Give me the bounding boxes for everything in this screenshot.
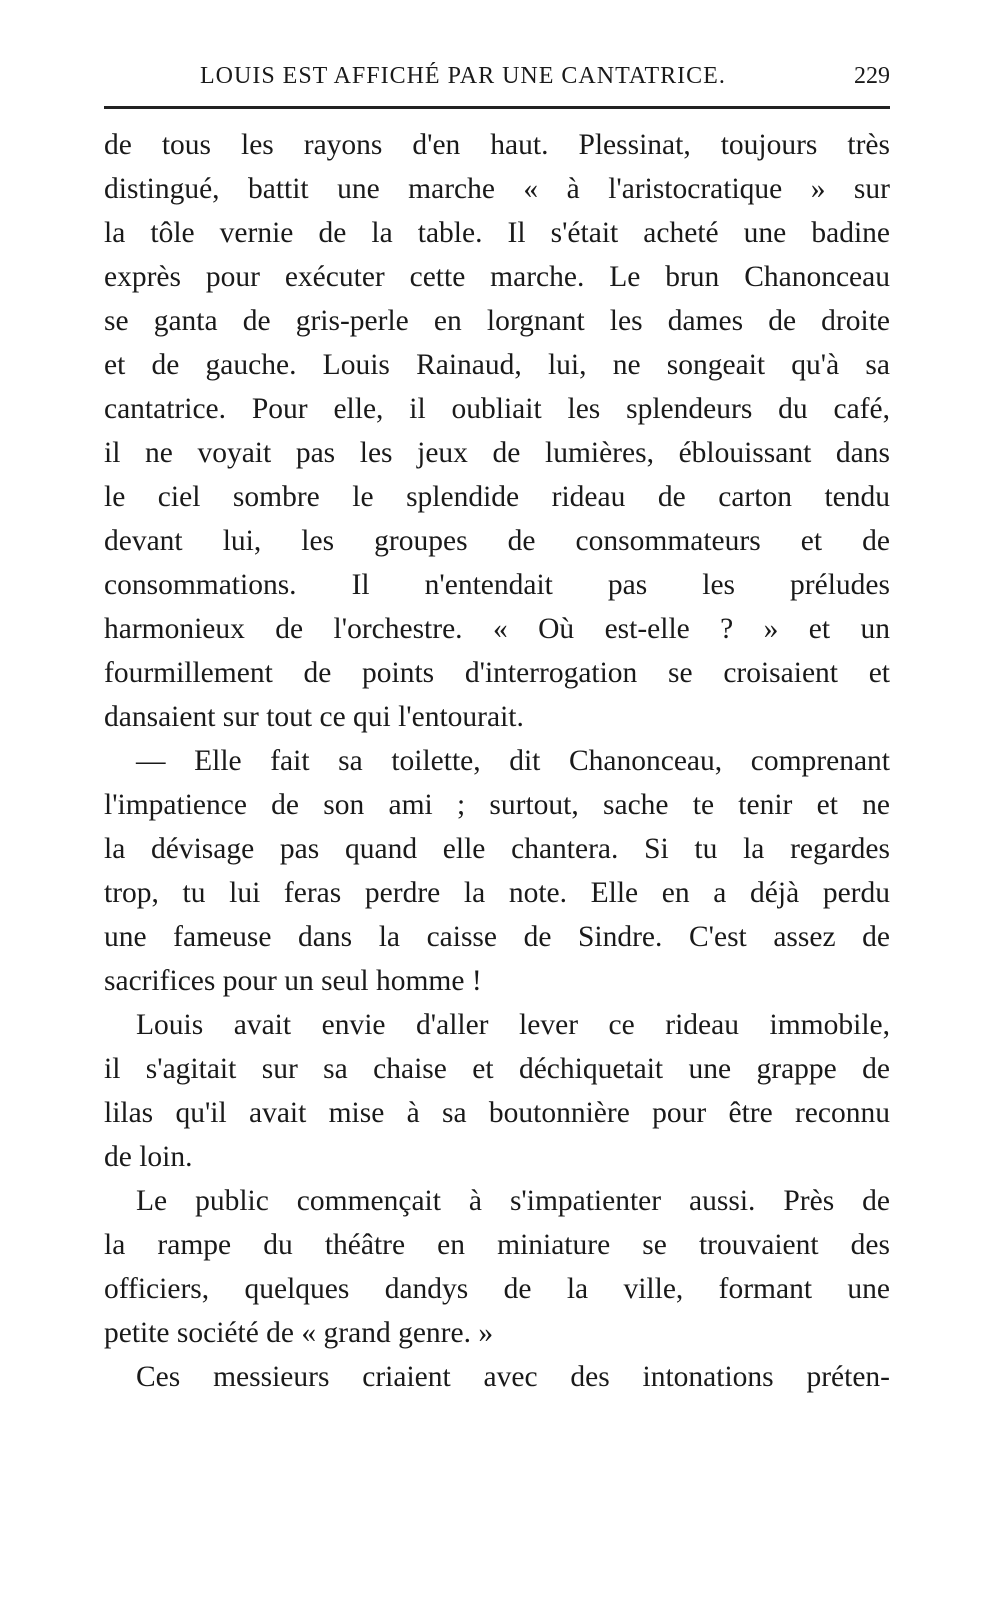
text-line: fourmillement de points d'interrogation se croisaient et [104, 657, 890, 689]
running-head [104, 58, 890, 94]
header-rule [104, 106, 890, 109]
text-line: lilas qu'il avait mise à sa boutonnière pour être reconnu [104, 1097, 890, 1129]
text-line: de loin. [104, 1141, 193, 1173]
paragraph [104, 123, 890, 739]
paragraph [104, 1355, 890, 1399]
text-line: il s'agitait sur sa chaise et déchiquetait une grappe de [104, 1053, 890, 1085]
text-line: — Elle fait sa toilette, dit Chanonceau, comprenant [136, 745, 890, 777]
paragraph [104, 1003, 890, 1179]
text-line: de tous les rayons d'en haut. Plessinat, toujours très [104, 129, 890, 161]
text-line: petite société de « grand genre. » [104, 1317, 494, 1349]
paragraph [104, 739, 890, 1003]
text-line: sacrifices pour un seul homme ! [104, 965, 482, 997]
text-line: distingué, battit une marche « à l'aristocratique » sur [104, 173, 890, 205]
text-line: l'impatience de son ami ; surtout, sache te tenir et ne [104, 789, 890, 821]
body-text [104, 123, 890, 1399]
text-line: devant lui, les groupes de consommateurs et de [104, 525, 890, 557]
text-line: cantatrice. Pour elle, il oubliait les splendeurs du café, [104, 393, 890, 425]
text-line: le ciel sombre le splendide rideau de carton tendu [104, 481, 890, 513]
text-line: il ne voyait pas les jeux de lumières, éblouissant dans [104, 437, 890, 469]
text-line: consommations. Il n'entendait pas les préludes [104, 569, 890, 601]
book-page [104, 58, 890, 1399]
text-line: harmonieux de l'orchestre. « Où est-elle ? » et un [104, 613, 890, 645]
text-line: dansaient sur tout ce qui l'entourait. [104, 701, 524, 733]
text-line: officiers, quelques dandys de la ville, formant une [104, 1273, 890, 1305]
text-line: Louis avait envie d'aller lever ce rideau immobile, [136, 1009, 890, 1041]
text-line: une fameuse dans la caisse de Sindre. C'est assez de [104, 921, 890, 953]
text-line: trop, tu lui feras perdre la note. Elle en a déjà perdu [104, 877, 890, 909]
text-line: exprès pour exécuter cette marche. Le brun Chanonceau [104, 261, 890, 293]
text-line: se ganta de gris-perle en lorgnant les dames de droite [104, 305, 890, 337]
text-line: la tôle vernie de la table. Il s'était acheté une badine [104, 217, 890, 249]
text-line: la dévisage pas quand elle chantera. Si tu la regardes [104, 833, 890, 865]
page-number: 229 [854, 63, 890, 89]
text-line: Le public commençait à s'impatienter aussi. Près de [136, 1185, 890, 1217]
text-line: la rampe du théâtre en miniature se trouvaient des [104, 1229, 890, 1261]
paragraph [104, 1179, 890, 1355]
text-line: et de gauche. Louis Rainaud, lui, ne songeait qu'à sa [104, 349, 890, 381]
text-line: Ces messieurs criaient avec des intonations préten- [136, 1361, 890, 1393]
running-title: LOUIS EST AFFICHÉ PAR UNE CANTATRICE. [200, 63, 726, 89]
